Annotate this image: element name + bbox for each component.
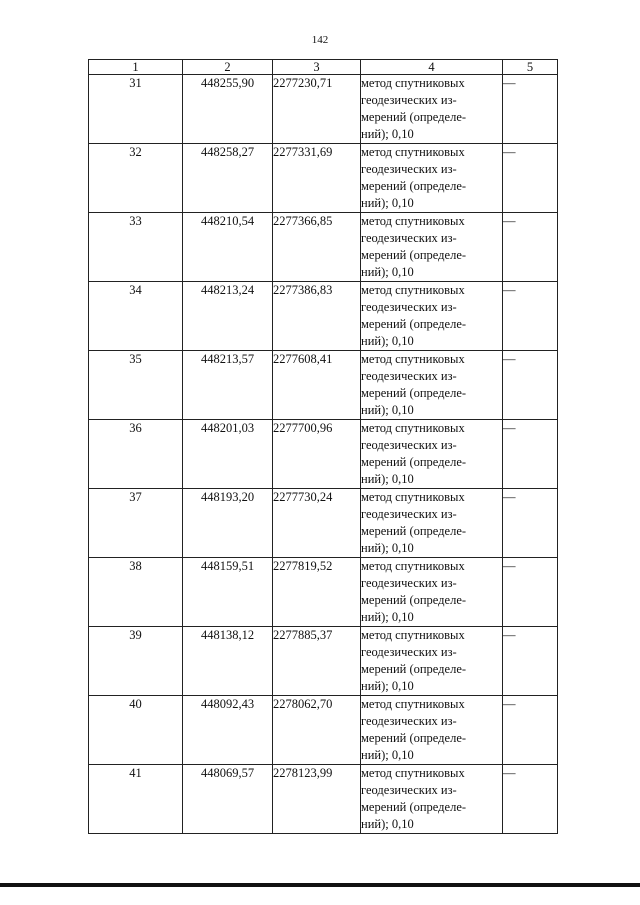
method-line: мерений (определе- xyxy=(361,800,467,814)
y-coordinate-cell: 2277730,24 xyxy=(273,489,361,558)
y-coordinate-cell: 2277230,71 xyxy=(273,75,361,144)
note-cell: — xyxy=(503,627,558,696)
note-cell: — xyxy=(503,144,558,213)
method-cell xyxy=(361,765,503,834)
x-coordinate-cell: 448255,90 xyxy=(183,75,273,144)
table-row xyxy=(89,558,558,627)
method-line: мерений (определе- xyxy=(361,731,467,745)
method-line: геодезических из- xyxy=(361,714,457,728)
y-coordinate-cell: 2277366,85 xyxy=(273,213,361,282)
point-number-cell: 34 xyxy=(89,282,183,351)
method-line: ний); 0,10 xyxy=(361,748,414,762)
x-coordinate-cell: 448213,57 xyxy=(183,351,273,420)
note-cell: — xyxy=(503,75,558,144)
point-number-cell: 35 xyxy=(89,351,183,420)
method-line: метод спутниковых xyxy=(361,766,465,780)
y-coordinate-cell: 2277608,41 xyxy=(273,351,361,420)
header-row xyxy=(89,60,558,75)
table-row xyxy=(89,696,558,765)
y-coordinate-cell: 2277819,52 xyxy=(273,558,361,627)
method-line: мерений (определе- xyxy=(361,455,467,469)
method-line: геодезических из- xyxy=(361,369,457,383)
method-cell xyxy=(361,213,503,282)
method-line: мерений (определе- xyxy=(361,386,467,400)
method-line: метод спутниковых xyxy=(361,283,465,297)
method-line: мерений (определе- xyxy=(361,179,467,193)
method-line: геодезических из- xyxy=(361,438,457,452)
table-row xyxy=(89,144,558,213)
method-cell xyxy=(361,627,503,696)
method-line: мерений (определе- xyxy=(361,110,467,124)
table-row xyxy=(89,627,558,696)
header-col-2: 2 xyxy=(183,60,273,75)
method-line: мерений (определе- xyxy=(361,248,467,262)
table-row xyxy=(89,213,558,282)
point-number-cell: 33 xyxy=(89,213,183,282)
page-number: 142 xyxy=(311,34,329,46)
method-line: геодезических из- xyxy=(361,576,457,590)
method-line: метод спутниковых xyxy=(361,421,465,435)
bottom-rule xyxy=(0,883,640,887)
point-number-cell: 38 xyxy=(89,558,183,627)
point-number-cell: 40 xyxy=(89,696,183,765)
method-line: геодезических из- xyxy=(361,507,457,521)
method-cell xyxy=(361,75,503,144)
method-line: геодезических из- xyxy=(361,231,457,245)
point-number-cell: 31 xyxy=(89,75,183,144)
method-line: ний); 0,10 xyxy=(361,610,414,624)
method-line: метод спутниковых xyxy=(361,628,465,642)
x-coordinate-cell: 448210,54 xyxy=(183,213,273,282)
method-line: геодезических из- xyxy=(361,300,457,314)
method-line: метод спутниковых xyxy=(361,490,465,504)
point-number-cell: 39 xyxy=(89,627,183,696)
method-cell xyxy=(361,696,503,765)
method-line: ний); 0,10 xyxy=(361,541,414,555)
header-col-3: 3 xyxy=(273,60,361,75)
note-cell: — xyxy=(503,282,558,351)
method-line: геодезических из- xyxy=(361,93,457,107)
y-coordinate-cell: 2278123,99 xyxy=(273,765,361,834)
method-line: ний); 0,10 xyxy=(361,265,414,279)
method-line: ний); 0,10 xyxy=(361,817,414,831)
method-line: геодезических из- xyxy=(361,162,457,176)
y-coordinate-cell: 2277386,83 xyxy=(273,282,361,351)
method-cell xyxy=(361,489,503,558)
method-cell xyxy=(361,282,503,351)
note-cell: — xyxy=(503,351,558,420)
x-coordinate-cell: 448258,27 xyxy=(183,144,273,213)
point-number-cell: 32 xyxy=(89,144,183,213)
method-cell xyxy=(361,351,503,420)
table-header xyxy=(89,60,558,75)
method-line: геодезических из- xyxy=(361,645,457,659)
table-row xyxy=(89,282,558,351)
method-line: метод спутниковых xyxy=(361,352,465,366)
x-coordinate-cell: 448092,43 xyxy=(183,696,273,765)
header-col-4: 4 xyxy=(361,60,503,75)
note-cell: — xyxy=(503,558,558,627)
x-coordinate-cell: 448201,03 xyxy=(183,420,273,489)
method-cell xyxy=(361,144,503,213)
method-line: мерений (определе- xyxy=(361,317,467,331)
point-number-cell: 36 xyxy=(89,420,183,489)
note-cell: — xyxy=(503,765,558,834)
method-cell xyxy=(361,420,503,489)
x-coordinate-cell: 448193,20 xyxy=(183,489,273,558)
method-cell xyxy=(361,558,503,627)
y-coordinate-cell: 2277331,69 xyxy=(273,144,361,213)
note-cell: — xyxy=(503,696,558,765)
method-line: метод спутниковых xyxy=(361,76,465,90)
method-line: ний); 0,10 xyxy=(361,679,414,693)
method-line: ний); 0,10 xyxy=(361,472,414,486)
method-line: мерений (определе- xyxy=(361,593,467,607)
table-body xyxy=(89,75,558,834)
y-coordinate-cell: 2277700,96 xyxy=(273,420,361,489)
method-line: метод спутниковых xyxy=(361,145,465,159)
method-line: мерений (определе- xyxy=(361,524,467,538)
table-row xyxy=(89,765,558,834)
method-line: метод спутниковых xyxy=(361,559,465,573)
method-line: ний); 0,10 xyxy=(361,196,414,210)
header-col-1: 1 xyxy=(89,60,183,75)
x-coordinate-cell: 448138,12 xyxy=(183,627,273,696)
note-cell: — xyxy=(503,420,558,489)
method-line: метод спутниковых xyxy=(361,697,465,711)
point-number-cell: 37 xyxy=(89,489,183,558)
x-coordinate-cell: 448159,51 xyxy=(183,558,273,627)
y-coordinate-cell: 2277885,37 xyxy=(273,627,361,696)
method-line: ний); 0,10 xyxy=(361,127,414,141)
table-row xyxy=(89,489,558,558)
x-coordinate-cell: 448069,57 xyxy=(183,765,273,834)
coordinates-table xyxy=(88,59,558,834)
method-line: ний); 0,10 xyxy=(361,334,414,348)
table-row xyxy=(89,75,558,144)
table-row xyxy=(89,351,558,420)
note-cell: — xyxy=(503,213,558,282)
header-col-5: 5 xyxy=(503,60,558,75)
method-line: мерений (определе- xyxy=(361,662,467,676)
y-coordinate-cell: 2278062,70 xyxy=(273,696,361,765)
point-number-cell: 41 xyxy=(89,765,183,834)
method-line: ний); 0,10 xyxy=(361,403,414,417)
method-line: геодезических из- xyxy=(361,783,457,797)
table-row xyxy=(89,420,558,489)
x-coordinate-cell: 448213,24 xyxy=(183,282,273,351)
note-cell: — xyxy=(503,489,558,558)
method-line: метод спутниковых xyxy=(361,214,465,228)
